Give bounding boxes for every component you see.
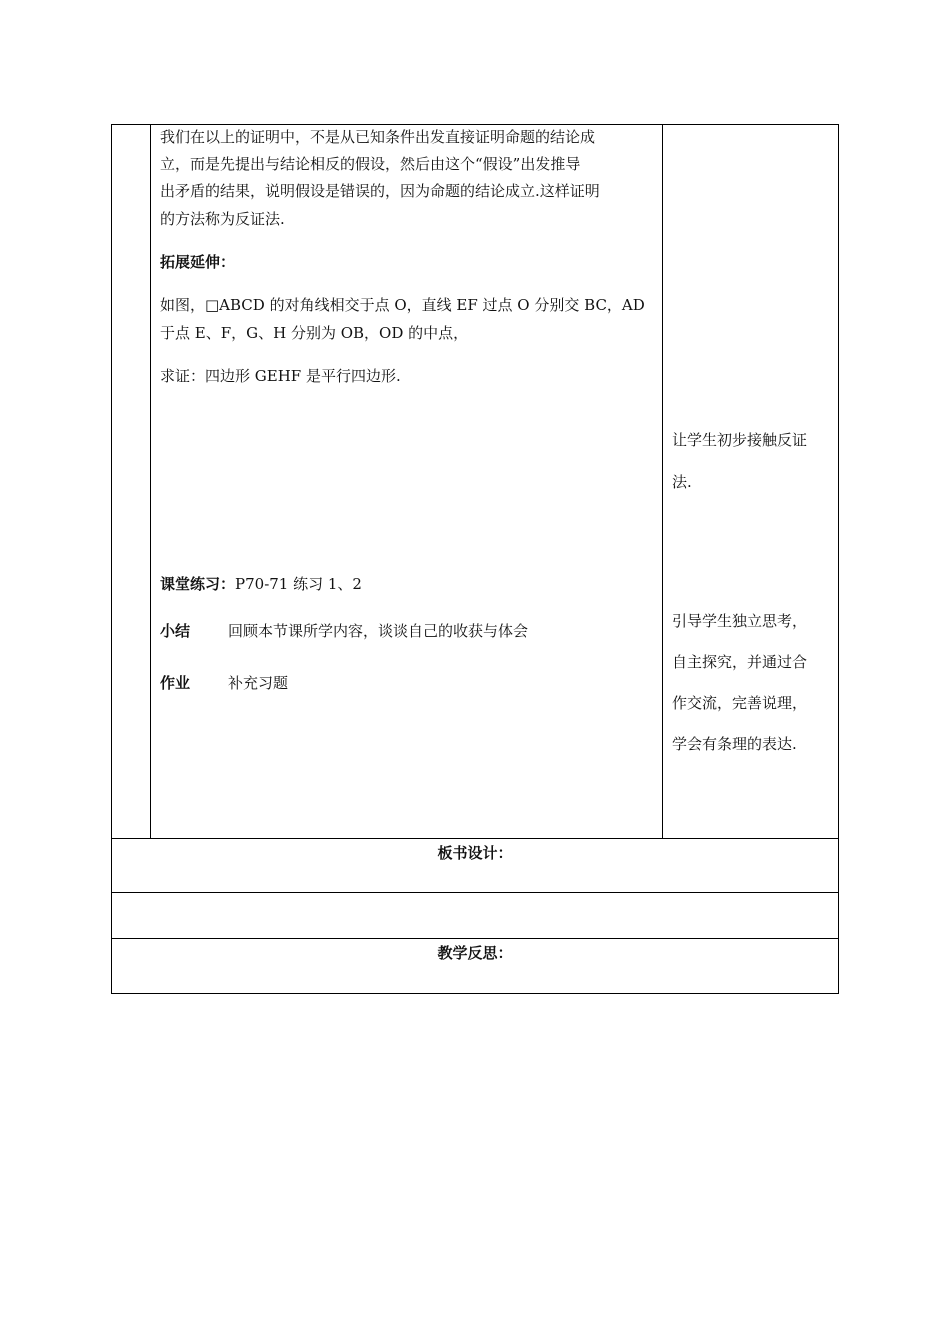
side-note-2-line-1: 引导学生独立思考， [672,612,808,630]
practice-label: 课堂练习： [160,575,236,593]
summary-label: 小结 [160,622,191,640]
prove-statement: 求证：四边形 GEHF 是平行四边形. [160,367,401,385]
intro-line-1: 我们在以上的证明中，不是从已知条件出发直接证明命题的结论成 [160,128,596,146]
summary-text: 回顾本节课所学内容，谈谈自己的收获与体会 [228,622,529,640]
intro-line-4: 的方法称为反证法. [160,210,285,228]
problem-line-1: 如图，□ABCD 的对角线相交于点 O，直线 EF 过点 O 分别交 BC，AD [160,296,645,314]
problem-line-2: 于点 E、F，G、H 分别为 OB，OD 的中点， [160,324,469,342]
side-note-2-line-3: 作交流，完善说理， [672,694,808,712]
intro-line-2: 立，而是先提出与结论相反的假设，然后由这个“假设”出发推导 [160,155,581,173]
practice-text: P70-71 练习 1、2 [235,575,362,593]
practice-row [160,569,362,599]
side-note-2-line-2: 自主探究，并通过合 [672,653,808,671]
intro-line-3: 出矛盾的结果，说明假设是错误的，因为命题的结论成立.这样证明 [160,182,600,200]
reflection-label: 教学反思： [437,944,513,962]
left-column-divider [150,124,151,838]
row-divider-2 [111,892,839,893]
right-column-divider [662,124,663,838]
side-note-1-line-2: 法. [672,473,692,491]
side-note-1-line-1: 让学生初步接触反证 [672,431,808,449]
extension-heading: 拓展延伸： [160,253,236,271]
side-note-2-line-4: 学会有条理的表达. [672,735,797,753]
homework-text: 补充习题 [228,674,289,692]
board-design-label: 板书设计： [437,844,513,862]
homework-label: 作业 [160,674,191,692]
